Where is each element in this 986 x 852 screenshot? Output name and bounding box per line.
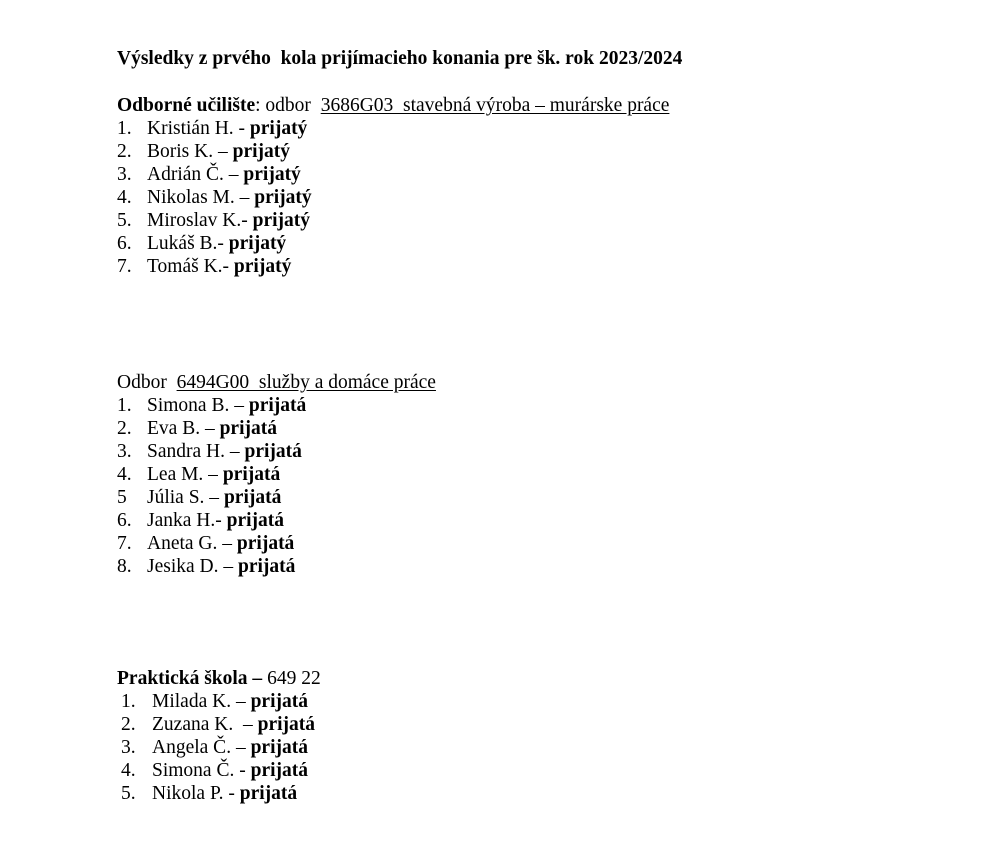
admission-status: prijatá [223,487,282,508]
applicant-name: Boris K. – [147,141,233,162]
section-heading-text: 649 22 [267,668,321,689]
section-field-of-study: 6494G00 služby a domáce práce [176,372,436,393]
admission-status: prijatá [219,418,277,439]
list-item-number: 4. [121,760,136,781]
list-item-number: 8. [117,556,132,577]
applicant-name: Miroslav K.- [147,210,253,231]
section-field-of-study: 3686G03 stavebná výroba – murárske práce [320,95,670,116]
section-heading-odbor-sluzby [117,371,436,395]
list-item-number: 1. [121,691,136,712]
applicant-name: Nikola P. - [152,783,240,804]
applicant-name: Adrián Č. – [147,164,244,185]
admission-status: prijatý [233,256,292,277]
admission-status: prijatá [236,533,295,554]
admission-status: prijatá [248,395,307,416]
list-item-number: 2. [121,714,136,735]
admission-status: prijatá [222,464,281,485]
admission-status: prijatý [252,210,311,231]
list-item-number: 4. [117,464,132,485]
section-heading-text: : odbor [255,95,321,116]
list-item-number: 2. [117,418,132,439]
applicant-name: Sandra H. – [147,441,245,462]
admission-status: prijatý [228,233,287,254]
list-item-number: 2. [117,141,132,162]
list-item-number: 5 [117,487,127,508]
admission-status: prijatý [232,141,290,162]
list-item-number: 7. [117,533,132,554]
admission-status: prijatý [243,164,301,185]
applicant-name: Milada K. – [152,691,251,712]
list-item-number: 5. [117,210,132,231]
applicant-name: Simona B. – [147,395,249,416]
admission-status: prijatý [249,118,308,139]
document-title: Výsledky z prvého kola prijímacieho konania pre šk. rok 2023/2024 [117,48,683,69]
applicant-name: Tomáš K.- [147,256,234,277]
list-item-number: 3. [121,737,136,758]
list-item-number: 5. [121,783,136,804]
list-item-number: 1. [117,118,132,139]
admission-status: prijatá [244,441,302,462]
list-item-number: 4. [117,187,132,208]
admission-status: prijatá [257,714,315,735]
applicant-name: Angela Č. – [152,737,251,758]
section-school-type: Praktická škola – [117,668,268,689]
admission-status: prijatá [250,737,308,758]
list-item-number: 1. [117,395,132,416]
section-heading-odborne-uciliste [117,94,669,118]
admission-status: prijatá [226,510,285,531]
applicant-name: Eva B. – [147,418,220,439]
section-school-type: Odborné učilište [117,95,256,116]
applicant-name: Júlia S. – [147,487,224,508]
applicant-name: Kristián H. - [147,118,250,139]
list-item-number: 6. [117,233,132,254]
list-item-number: 3. [117,164,132,185]
applicant-name: Lukáš B.- [147,233,229,254]
section-heading-text: Odbor [117,372,177,393]
admission-status: prijatá [250,691,308,712]
admission-status: prijatá [250,760,308,781]
applicant-name: Jesika D. – [147,556,238,577]
applicant-name: Simona Č. - [152,760,251,781]
applicant-name: Nikolas M. – [147,187,255,208]
applicant-name: Aneta G. – [147,533,237,554]
list-item-number: 3. [117,441,132,462]
applicant-name: Lea M. – [147,464,223,485]
applicant-name: Zuzana K. – [152,714,258,735]
admission-status: prijatá [238,556,296,577]
list-item-number: 6. [117,510,132,531]
list-item-number: 7. [117,256,132,277]
admission-status: prijatá [239,783,298,804]
applicant-name: Janka H.- [147,510,227,531]
admission-status: prijatý [254,187,312,208]
section-heading-prakticka-skola [117,667,321,691]
